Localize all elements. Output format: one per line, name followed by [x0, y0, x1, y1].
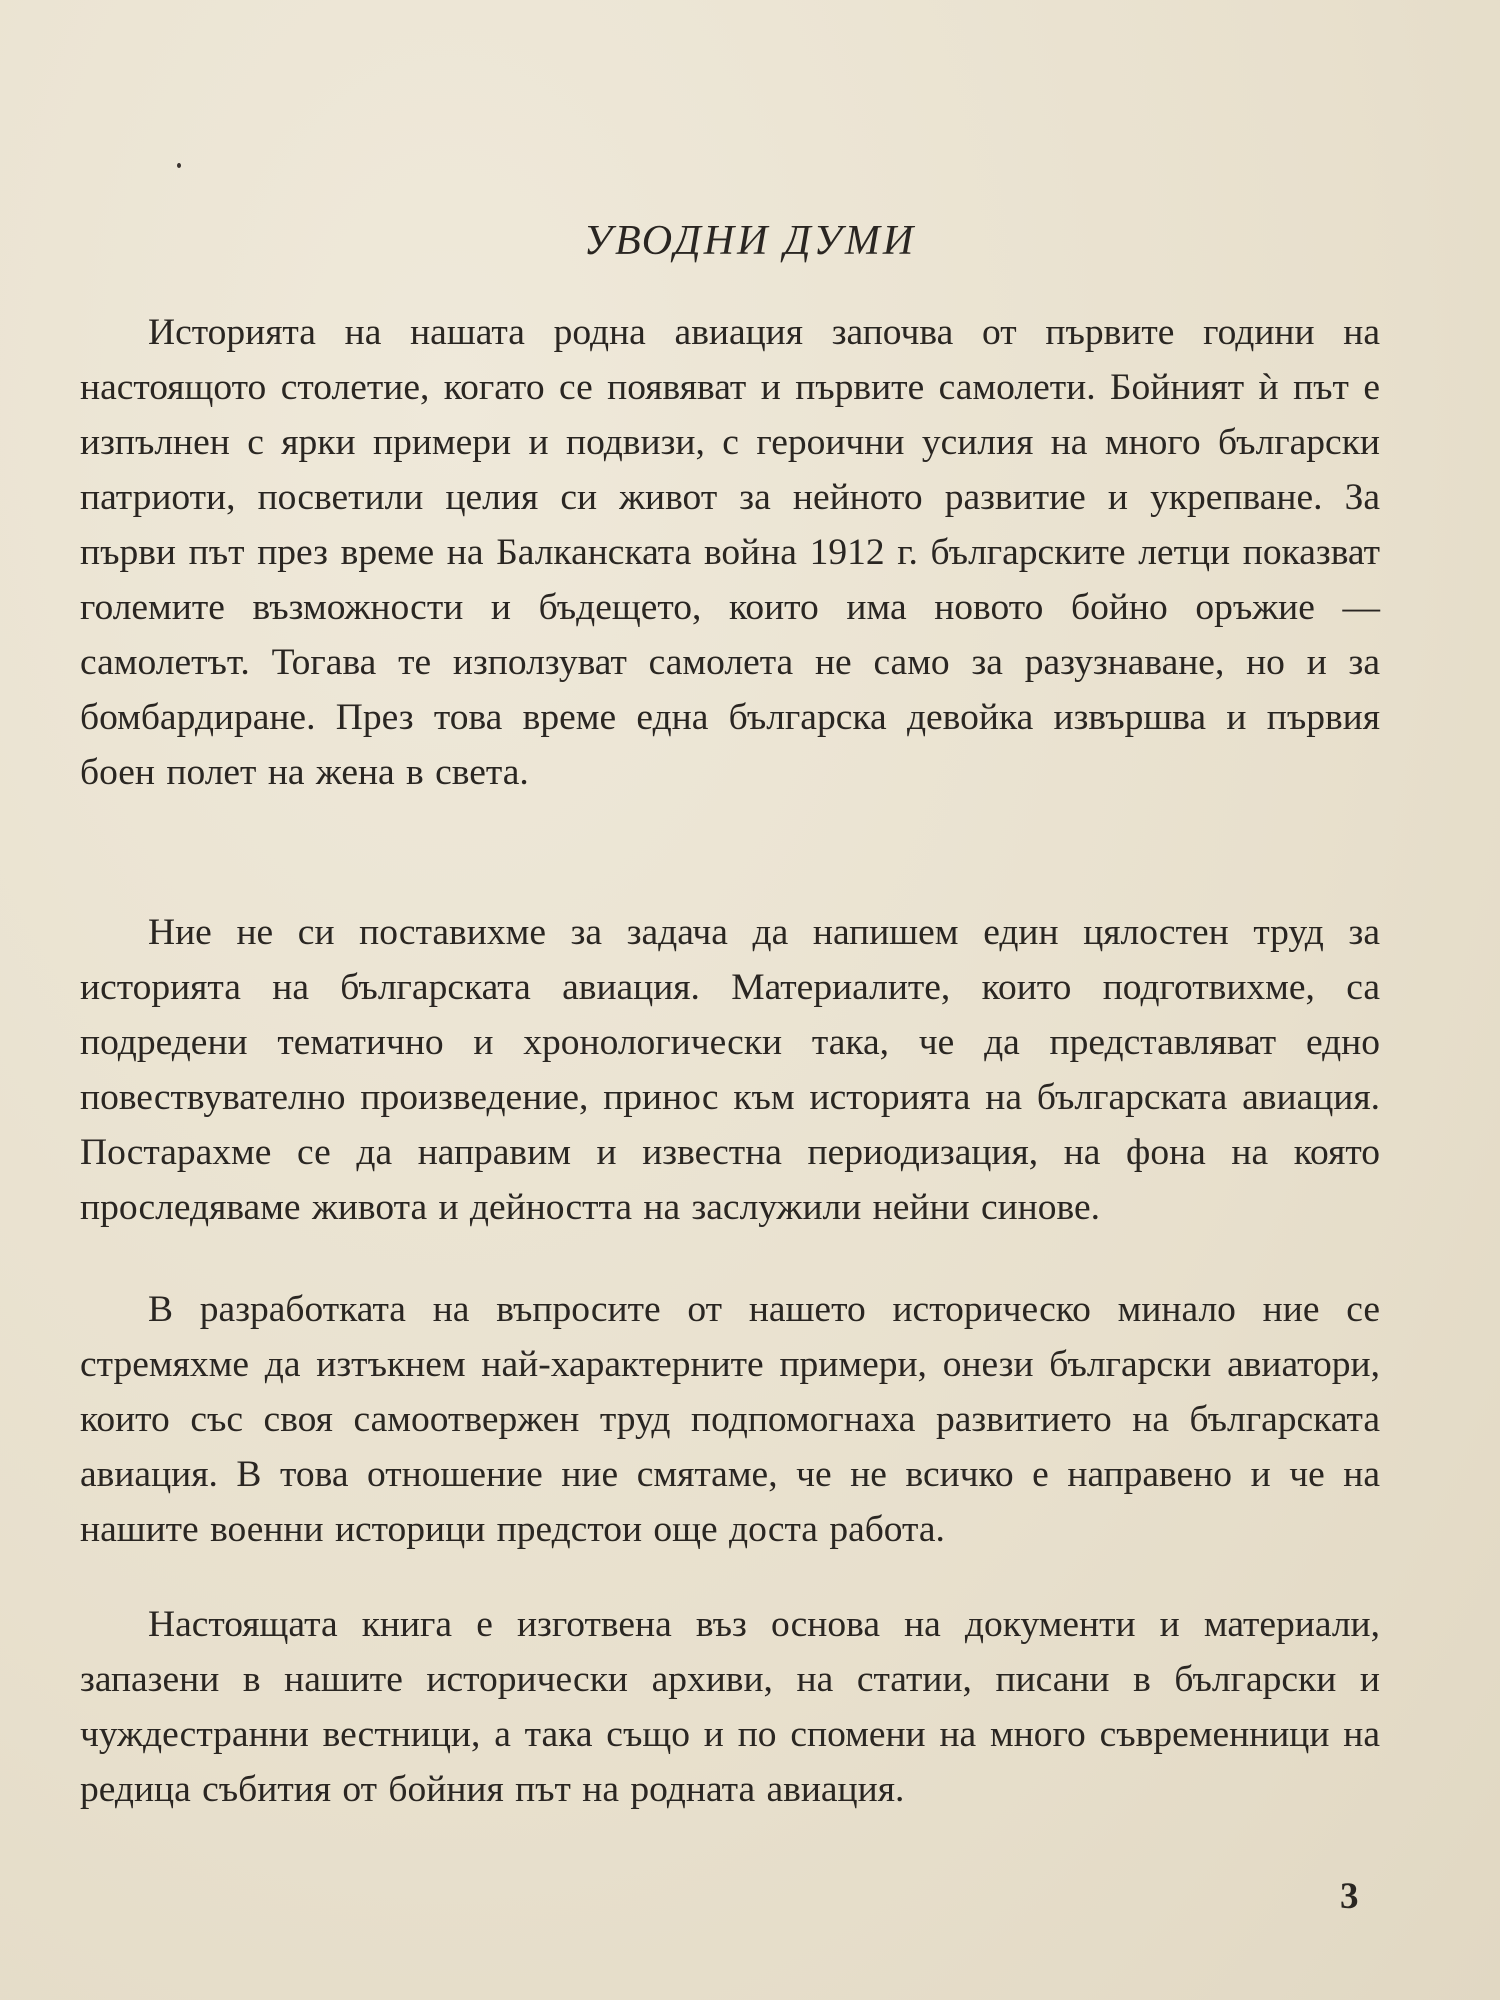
page-number: 3 — [1340, 1876, 1359, 1917]
ink-speck — [177, 163, 181, 168]
paragraph-text: Историята на нашата родна авиация започва от първите години на настоящото столетие, когато се появяват и първите самолети. Бойният ѝ път е изпълнен с ярки примери и подвизи, с героични усилия на много български патриоти, посветили целия си живот за нейното развитие и укрепване. За първи път през време на Балканската война 1912 г. българските летци показват големите възможности и бъдещето, които има новото бойно оръжие — самолетът. Тогава те използуват самолета не само за разузнаване, но и за бомбардиране. През това време една българска девойка извършва и първия боен полет на жена в света. — [80, 312, 1380, 793]
paragraph-text: Ние не си поставихме за задача да напишем един цялостен труд за историята на българската авиация. Материалите, които подготвихме, са подредени тематично и хронологически така, че да представляват едно повествувателно произведение, принос към историята на българската авиация. Постарахме се да направим и известна периодизация, на фона на която проследяваме живота и дейността на заслужили нейни синове. — [80, 912, 1380, 1228]
paragraph-1 — [80, 305, 1380, 800]
paragraph-3 — [80, 1282, 1380, 1557]
paragraph-2 — [80, 905, 1380, 1235]
page-title: УВОДНИ ДУМИ — [583, 218, 917, 264]
paragraph-text: Настоящата книга е изготвена въз основа на документи и материали, запазени в нашите исторически архиви, на статии, писани в български и чуждестранни вестници, а така също и по спомени на много съвременници на редица събития от бойния път на родната авиация. — [80, 1604, 1380, 1810]
paragraph-text: В разработката на въпросите от нашето историческо минало ние се стремяхме да изтъкнем най-характерните примери, онези български авиатори, които със своя самоотвержен труд подпомогнаха развитието на българската авиация. В това отношение ние смятаме, че не всичко е направено и че на нашите военни историци предстои още доста работа. — [80, 1289, 1380, 1550]
paragraph-4 — [80, 1597, 1380, 1817]
